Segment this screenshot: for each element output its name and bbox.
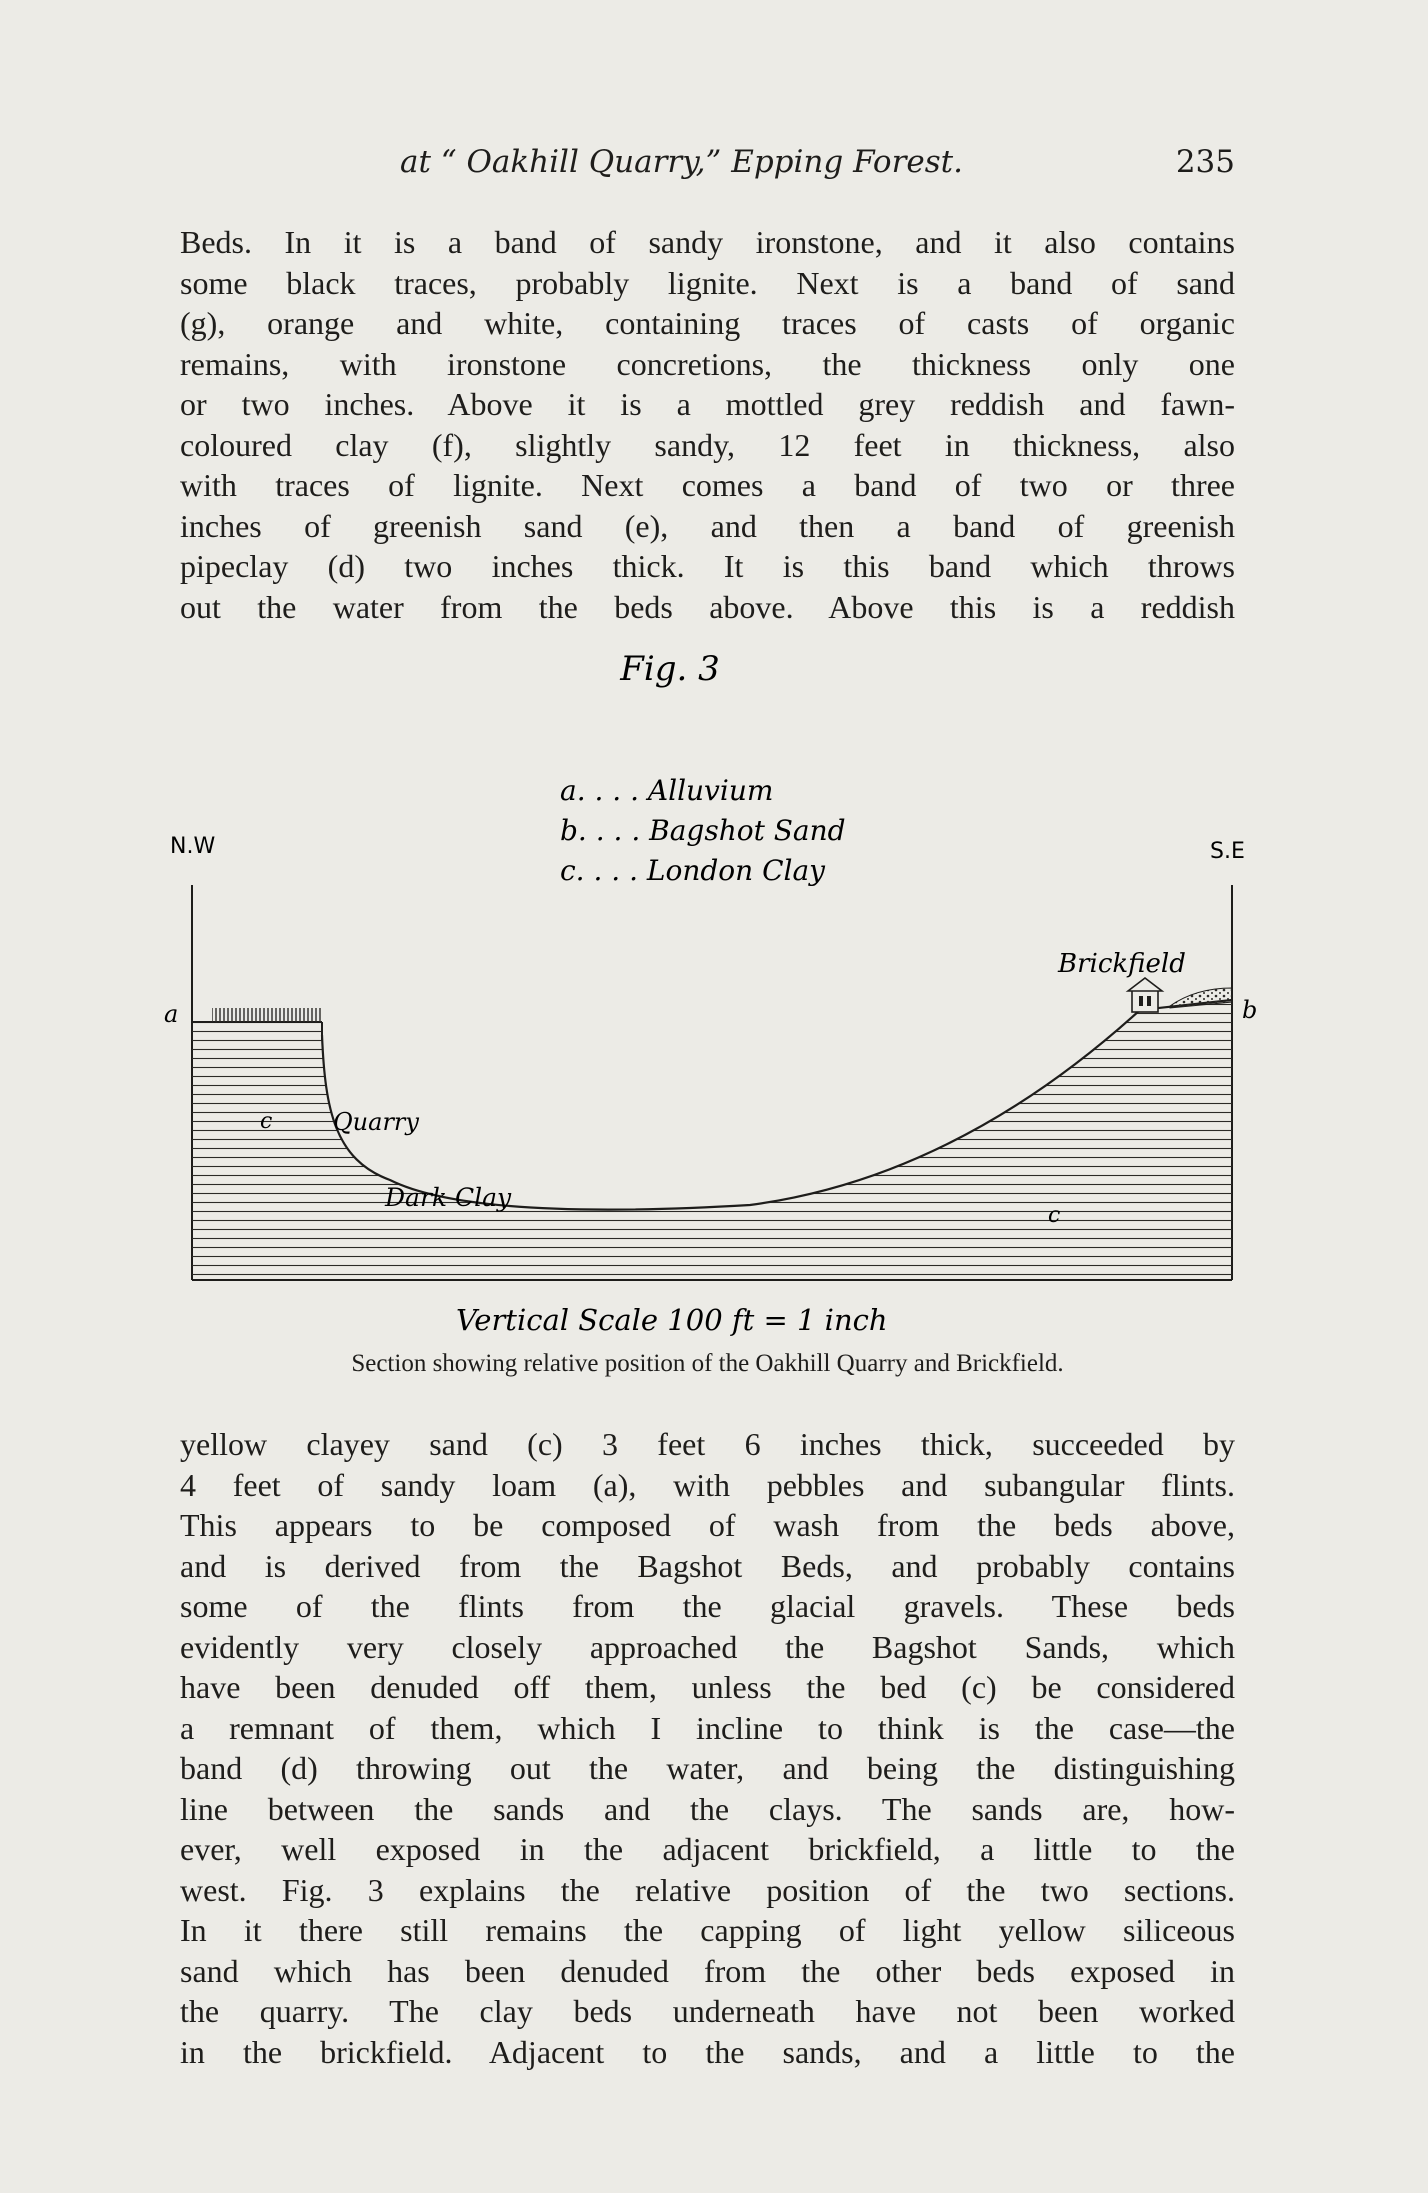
label-a: a xyxy=(164,1000,179,1028)
label-c-left: c xyxy=(260,1109,273,1134)
vertical-scale: Vertical Scale 100 ft = 1 inch xyxy=(456,1303,888,1337)
text-line: In it there still remains the capping of light yellow siliceous xyxy=(180,1912,1235,1948)
text-line: some of the flints from the glacial gravels. These beds xyxy=(180,1588,1235,1624)
text-line: in the brickfield. Adjacent to the sands, and a little to the xyxy=(180,2033,1235,2070)
figure-title: Fig. 3 xyxy=(620,649,720,689)
text-line: west. Fig. 3 explains the relative position of the two sections. xyxy=(180,1871,1235,1908)
legend-london-clay: c. . . . London Clay xyxy=(560,854,825,887)
text-line: out the water from the beds above. Above this is a reddish xyxy=(180,588,1235,625)
text-line: pipeclay (d) two inches thick. It is this band which throws xyxy=(180,548,1235,584)
alluvium-cap xyxy=(212,1008,322,1022)
figure-section-diagram xyxy=(150,640,1270,1370)
text-line: line between the sands and the clays. The sands are, how- xyxy=(180,1790,1235,1827)
paragraph-top xyxy=(180,222,1235,627)
text-line: Beds. In it is a band of sandy ironstone, and it also contains xyxy=(180,224,1235,260)
text-line: This appears to be composed of wash from the beds above, xyxy=(180,1507,1235,1543)
brickfield-building xyxy=(1128,978,1162,1012)
text-line: sand which has been denuded from the other beds exposed in xyxy=(180,1952,1235,1989)
label-quarry: Quarry xyxy=(333,1108,419,1136)
direction-se: S.E xyxy=(1210,839,1245,864)
paragraph-bottom xyxy=(180,1424,1235,2072)
text-line: and is derived from the Bagshot Beds, and probably contains xyxy=(180,1547,1235,1584)
text-line: have been denuded off them, unless the bed (c) be considered xyxy=(180,1669,1235,1705)
legend-alluvium: a. . . . Alluvium xyxy=(560,774,774,807)
label-b: b xyxy=(1242,996,1258,1024)
direction-nw: N.W xyxy=(170,834,216,859)
legend-bagshot-sand: b. . . . Bagshot Sand xyxy=(560,814,846,847)
label-c-right: c xyxy=(1048,1203,1061,1228)
text-line: coloured clay (f), slightly sandy, 12 feet in thickness, also xyxy=(180,426,1235,463)
label-dark-clay: Dark Clay xyxy=(385,1183,512,1212)
text-line: ever, well exposed in the adjacent brickfield, a little to the xyxy=(180,1831,1235,1867)
text-line: band (d) throwing out the water, and being the distinguishing xyxy=(180,1750,1235,1786)
text-line: (g), orange and white, containing traces of casts of organic xyxy=(180,305,1235,341)
text-line: some black traces, probably lignite. Next is a band of sand xyxy=(180,264,1235,301)
figure-caption: Section showing relative position of the Oakhill Quarry and Brickfield. xyxy=(351,1350,1064,1377)
text-line: the quarry. The clay beds underneath have not been worked xyxy=(180,1993,1235,2029)
text-line: a remnant of them, which I incline to think is the case—the xyxy=(180,1709,1235,1746)
text-line: yellow clayey sand (c) 3 feet 6 inches thick, succeeded by xyxy=(180,1426,1235,1462)
text-line: 4 feet of sandy loam (a), with pebbles and subangular flints. xyxy=(180,1466,1235,1503)
text-line: with traces of lignite. Next comes a band of two or three xyxy=(180,467,1235,503)
text-line: remains, with ironstone concretions, the thickness only one xyxy=(180,345,1235,382)
text-line: evidently very closely approached the Bagshot Sands, which xyxy=(180,1628,1235,1665)
page-number: 235 xyxy=(1175,144,1235,180)
label-brickfield: Brickfield xyxy=(1058,949,1186,979)
geological-section-svg xyxy=(150,640,1270,1370)
text-line: inches of greenish sand (e), and then a band of greenish xyxy=(180,507,1235,544)
running-head-title: at “ Oakhill Quarry,” Epping Forest. xyxy=(400,144,963,180)
text-line: or two inches. Above it is a mottled grey reddish and fawn- xyxy=(180,386,1235,422)
